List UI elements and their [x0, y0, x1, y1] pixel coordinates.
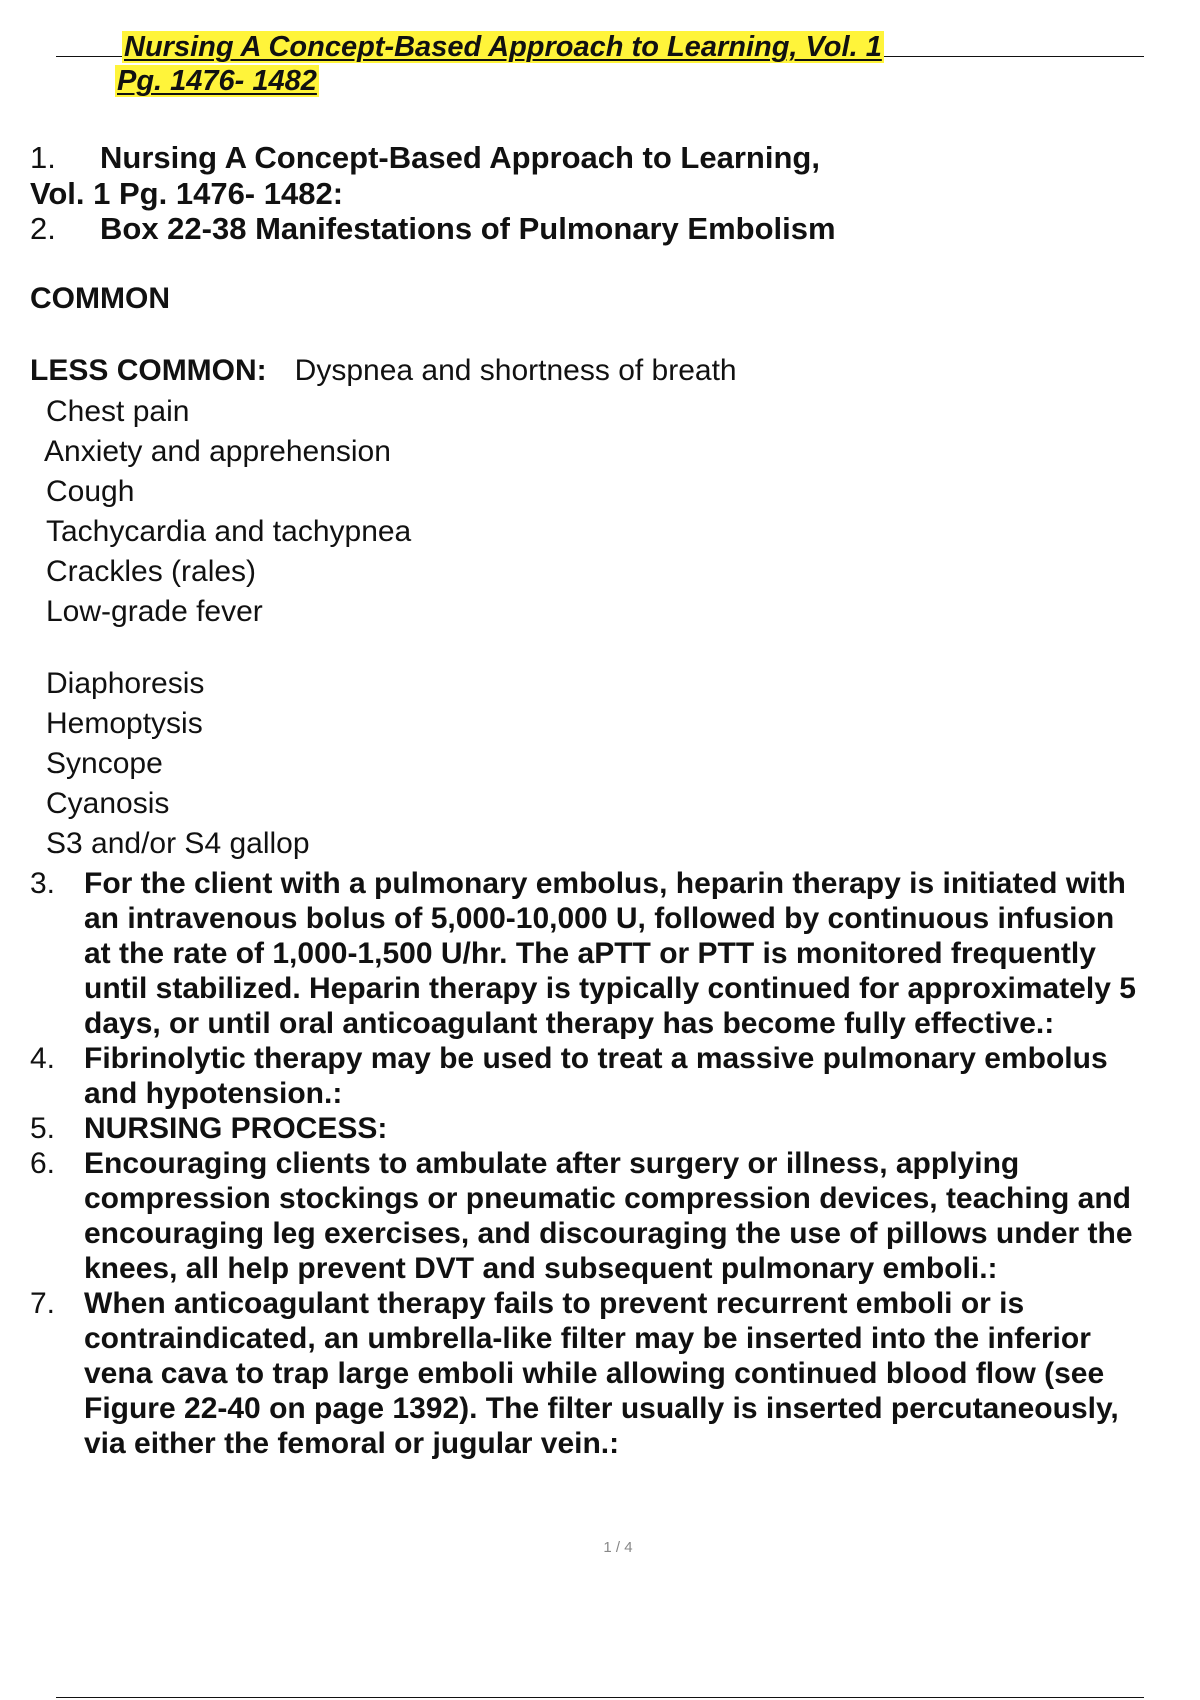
point-line: vena cava to trap large emboli while allowing continued blood flow (see	[84, 1357, 1105, 1390]
numbered-point	[30, 1286, 1200, 1461]
point-line: days, or until oral anticoagulant therapy has become fully effective.:	[84, 1007, 1055, 1040]
title-line-1: Nursing A Concept-Based Approach to Learning, Vol. 1	[124, 31, 882, 63]
document-title	[117, 30, 884, 98]
symptom-item: Chest pain	[46, 395, 190, 428]
symptom-item: Hemoptysis	[46, 707, 203, 740]
symptom-item: S3 and/or S4 gallop	[46, 827, 310, 860]
point-number: 4.	[30, 1042, 56, 1075]
numbered-point	[30, 1146, 1200, 1286]
less-common-row	[30, 354, 737, 388]
point-line: NURSING PROCESS:	[84, 1112, 388, 1145]
point-line: Encouraging clients to ambulate after surgery or illness, applying	[84, 1147, 1020, 1180]
symptom-item: Syncope	[46, 747, 163, 780]
bottom-rule	[56, 1697, 1144, 1698]
page-number: 1 / 4	[603, 1539, 633, 1556]
symptom-item: Cyanosis	[46, 787, 170, 820]
point-line: Figure 22-40 on page 1392). The filter usually is inserted percutaneously,	[84, 1392, 1119, 1425]
item-number: 1.	[30, 140, 56, 175]
symptom-item: Crackles (rales)	[46, 555, 257, 588]
list-item-continuation	[30, 176, 343, 211]
point-number: 7.	[30, 1287, 56, 1320]
numbered-point	[30, 1111, 1200, 1146]
item-number: 2.	[30, 211, 56, 246]
point-line: at the rate of 1,000-1,500 U/hr. The aPTT or PTT is monitored frequently	[84, 937, 1096, 970]
item-text: Nursing A Concept-Based Approach to Learning,	[100, 140, 820, 175]
symptom-item: Dyspnea and shortness of breath	[294, 354, 737, 387]
point-number: 5.	[30, 1112, 56, 1145]
symptom-item: Diaphoresis	[46, 667, 205, 700]
item-continuation-text: Vol. 1 Pg. 1476- 1482:	[30, 176, 344, 211]
item-text: Box 22-38 Manifestations of Pulmonary Embolism	[100, 211, 836, 246]
point-line: an intravenous bolus of 5,000-10,000 U, followed by continuous infusion	[84, 902, 1115, 935]
numbered-points-list	[30, 866, 1200, 1461]
point-line: When anticoagulant therapy fails to prevent recurrent emboli or is	[84, 1287, 1025, 1320]
point-line: encouraging leg exercises, and discouraging the use of pillows under the	[84, 1217, 1133, 1250]
list-item	[30, 211, 836, 246]
point-line: compression stockings or pneumatic compression devices, teaching and	[84, 1182, 1131, 1215]
symptom-item: Anxiety and apprehension	[44, 435, 391, 468]
point-line: For the client with a pulmonary embolus, heparin therapy is initiated with	[84, 867, 1126, 900]
list-item	[30, 140, 820, 175]
point-line: contraindicated, an umbrella-like filter may be inserted into the inferior	[84, 1322, 1091, 1355]
numbered-point	[30, 866, 1200, 1041]
list-gap	[46, 632, 411, 664]
title-line-2: Pg. 1476- 1482	[117, 65, 317, 97]
symptom-item: Cough	[46, 475, 135, 508]
point-number: 3.	[30, 867, 56, 900]
common-heading: COMMON	[30, 282, 170, 315]
less-common-heading: LESS COMMON:	[30, 354, 267, 387]
symptom-item: Low-grade fever	[46, 595, 263, 628]
point-line: Fibrinolytic therapy may be used to treat a massive pulmonary embolus	[84, 1042, 1108, 1075]
point-line: via either the femoral or jugular vein.:	[84, 1427, 620, 1460]
symptom-item: Tachycardia and tachypnea	[46, 515, 412, 548]
symptom-list	[46, 392, 411, 864]
point-line: until stabilized. Heparin therapy is typically continued for approximately 5	[84, 972, 1136, 1005]
point-number: 6.	[30, 1147, 56, 1180]
point-line: and hypotension.:	[84, 1077, 343, 1110]
numbered-point	[30, 1041, 1200, 1111]
point-line: knees, all help prevent DVT and subsequent pulmonary emboli.:	[84, 1252, 998, 1285]
